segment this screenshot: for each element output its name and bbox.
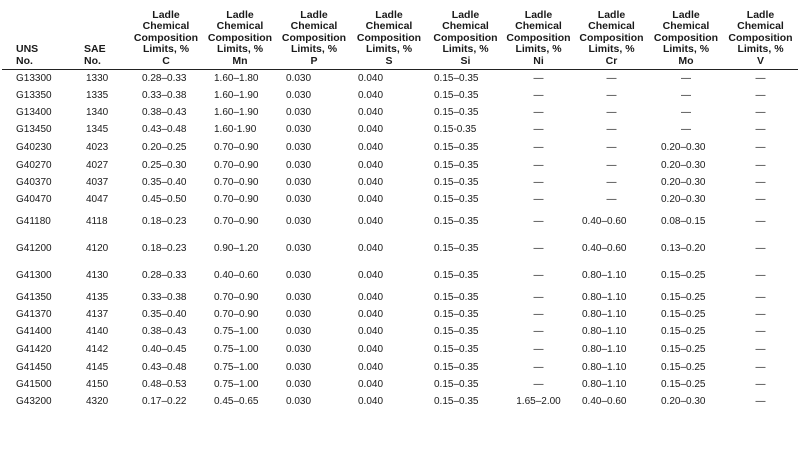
header-p: Ladle Chemical Composition Limits, % P xyxy=(278,3,350,70)
cell-ni: — xyxy=(533,142,544,153)
cell-v: — xyxy=(755,73,766,84)
cell-si: 0.15–0.35 xyxy=(434,142,479,153)
cell-si: 0.15–0.35 xyxy=(434,243,479,254)
cell-c: 0.28–0.33 xyxy=(142,73,187,84)
cell-uns: G41450 xyxy=(16,362,52,373)
cell-sae: 4027 xyxy=(86,160,109,171)
table-row xyxy=(2,289,798,306)
cell-p: 0.030 xyxy=(286,396,312,407)
cell-cr: 0.80–1.10 xyxy=(582,344,627,355)
cell-c: 0.18–0.23 xyxy=(142,216,187,227)
cell-si: 0.15–0.35 xyxy=(434,216,479,227)
cell-sae: 4137 xyxy=(86,309,109,320)
cell-p: 0.030 xyxy=(286,194,312,205)
cell-p: 0.030 xyxy=(286,124,312,135)
cell-v: — xyxy=(755,396,766,407)
cell-s: 0.040 xyxy=(358,160,384,171)
table-row xyxy=(2,87,798,104)
cell-cr: 0.80–1.10 xyxy=(582,270,627,281)
cell-ni: 1.65–2.00 xyxy=(516,396,561,407)
cell-si: 0.15–0.35 xyxy=(434,379,479,390)
cell-mo: — xyxy=(681,124,691,135)
cell-si: 0.15–0.35 xyxy=(434,160,479,171)
header-v: Ladle Chemical Composition Limits, % V xyxy=(723,3,798,70)
cell-ni: — xyxy=(533,326,544,337)
cell-ni: — xyxy=(533,160,544,171)
cell-si: 0.15–0.35 xyxy=(434,362,479,373)
cell-uns: G13350 xyxy=(16,90,52,101)
cell-mo: 0.15–0.25 xyxy=(661,309,706,320)
cell-mo: — xyxy=(681,73,691,84)
table-row xyxy=(2,104,798,121)
cell-cr: — xyxy=(606,90,617,101)
cell-p: 0.030 xyxy=(286,216,312,227)
table-row xyxy=(2,359,798,376)
cell-ni: — xyxy=(533,243,544,254)
cell-ni: — xyxy=(533,194,544,205)
cell-p: 0.030 xyxy=(286,344,312,355)
cell-ni: — xyxy=(533,177,544,188)
cell-mo: 0.20–0.30 xyxy=(661,177,706,188)
cell-cr: — xyxy=(606,73,617,84)
cell-s: 0.040 xyxy=(358,142,384,153)
cell-uns: G13400 xyxy=(16,107,52,118)
cell-mn: 1.60–1.90 xyxy=(214,107,259,118)
cell-s: 0.040 xyxy=(358,73,384,84)
cell-sae: 4130 xyxy=(86,270,109,281)
cell-sae: 4145 xyxy=(86,362,109,373)
cell-v: — xyxy=(755,90,766,101)
cell-si: 0.15-0.35 xyxy=(434,124,477,135)
cell-ni: — xyxy=(533,270,544,281)
cell-mn: 1.60–1.90 xyxy=(214,90,259,101)
cell-p: 0.030 xyxy=(286,362,312,373)
cell-si: 0.15–0.35 xyxy=(434,270,479,281)
cell-sae: 4150 xyxy=(86,379,109,390)
cell-p: 0.030 xyxy=(286,270,312,281)
cell-cr: — xyxy=(606,124,617,135)
cell-v: — xyxy=(755,270,766,281)
cell-uns: G41300 xyxy=(16,270,52,281)
cell-sae: 1330 xyxy=(86,73,109,84)
cell-s: 0.040 xyxy=(358,326,384,337)
cell-uns: G40270 xyxy=(16,160,52,171)
cell-s: 0.040 xyxy=(358,107,384,118)
cell-ni: — xyxy=(533,292,544,303)
cell-uns: G40370 xyxy=(16,177,52,188)
cell-mn: 0.70–0.90 xyxy=(214,292,259,303)
cell-s: 0.040 xyxy=(358,344,384,355)
table-row xyxy=(2,121,798,138)
cell-s: 0.040 xyxy=(358,216,384,227)
cell-c: 0.25–0.30 xyxy=(142,160,187,171)
header-mn: Ladle Chemical Composition Limits, % Mn xyxy=(202,3,278,70)
cell-si: 0.15–0.35 xyxy=(434,177,479,188)
cell-v: — xyxy=(755,160,766,171)
table-row xyxy=(2,191,798,208)
cell-mn: 0.70–0.90 xyxy=(214,160,259,171)
cell-p: 0.030 xyxy=(286,90,312,101)
cell-v: — xyxy=(755,142,766,153)
cell-c: 0.43–0.48 xyxy=(142,362,187,373)
header-sae: SAE No. xyxy=(80,3,130,70)
cell-v: — xyxy=(755,107,766,118)
cell-si: 0.15–0.35 xyxy=(434,194,479,205)
cell-ni: — xyxy=(533,73,544,84)
cell-si: 0.15–0.35 xyxy=(434,396,479,407)
cell-si: 0.15–0.35 xyxy=(434,326,479,337)
cell-mn: 1.60-1.90 xyxy=(214,124,257,135)
cell-s: 0.040 xyxy=(358,270,384,281)
table-row xyxy=(2,306,798,323)
steel-composition-table xyxy=(2,3,798,410)
cell-mn: 0.40–0.60 xyxy=(214,270,259,281)
cell-v: — xyxy=(755,362,766,373)
cell-s: 0.040 xyxy=(358,309,384,320)
table-row xyxy=(2,138,798,157)
cell-mn: 1.60–1.80 xyxy=(214,73,259,84)
cell-c: 0.35–0.40 xyxy=(142,309,187,320)
cell-uns: G40230 xyxy=(16,142,52,153)
cell-p: 0.030 xyxy=(286,142,312,153)
cell-p: 0.030 xyxy=(286,326,312,337)
cell-ni: — xyxy=(533,362,544,373)
cell-cr: 0.40–0.60 xyxy=(582,216,627,227)
cell-si: 0.15–0.35 xyxy=(434,344,479,355)
cell-c: 0.35–0.40 xyxy=(142,177,187,188)
cell-ni: — xyxy=(533,344,544,355)
cell-s: 0.040 xyxy=(358,194,384,205)
cell-v: — xyxy=(755,326,766,337)
cell-cr: — xyxy=(606,160,617,171)
cell-uns: G41420 xyxy=(16,344,52,355)
cell-mn: 0.75–1.00 xyxy=(214,326,259,337)
cell-cr: 0.80–1.10 xyxy=(582,362,627,373)
table-row xyxy=(2,340,798,359)
cell-s: 0.040 xyxy=(358,396,384,407)
cell-ni: — xyxy=(533,379,544,390)
cell-sae: 4047 xyxy=(86,194,109,205)
cell-mo: 0.15–0.25 xyxy=(661,362,706,373)
cell-mo: — xyxy=(681,90,691,101)
cell-mo: 0.20–0.30 xyxy=(661,396,706,407)
cell-si: 0.15–0.35 xyxy=(434,90,479,101)
cell-v: — xyxy=(755,177,766,188)
cell-v: — xyxy=(755,309,766,320)
cell-uns: G13300 xyxy=(16,73,52,84)
header-c: Ladle Chemical Composition Limits, % C xyxy=(130,3,202,70)
cell-c: 0.43–0.48 xyxy=(142,124,187,135)
cell-c: 0.38–0.43 xyxy=(142,326,187,337)
cell-sae: 4135 xyxy=(86,292,109,303)
cell-si: 0.15–0.35 xyxy=(434,73,479,84)
cell-sae: 1345 xyxy=(86,124,109,135)
table-row xyxy=(2,376,798,393)
cell-v: — xyxy=(755,194,766,205)
cell-sae: 4120 xyxy=(86,243,109,254)
cell-uns: G41370 xyxy=(16,309,52,320)
cell-v: — xyxy=(755,379,766,390)
cell-sae: 4023 xyxy=(86,142,109,153)
cell-uns: G41500 xyxy=(16,379,52,390)
cell-v: — xyxy=(755,124,766,135)
header-ni: Ladle Chemical Composition Limits, % Ni xyxy=(503,3,574,70)
cell-ni: — xyxy=(533,107,544,118)
cell-cr: — xyxy=(606,177,617,188)
cell-uns: G41350 xyxy=(16,292,52,303)
cell-s: 0.040 xyxy=(358,243,384,254)
cell-ni: — xyxy=(533,90,544,101)
table-row xyxy=(2,70,798,88)
cell-cr: 0.80–1.10 xyxy=(582,309,627,320)
table-row xyxy=(2,393,798,410)
cell-sae: 4142 xyxy=(86,344,109,355)
cell-uns: G41200 xyxy=(16,243,52,254)
cell-p: 0.030 xyxy=(286,73,312,84)
cell-cr: 0.80–1.10 xyxy=(582,292,627,303)
cell-c: 0.33–0.38 xyxy=(142,292,187,303)
cell-v: — xyxy=(755,292,766,303)
cell-p: 0.030 xyxy=(286,107,312,118)
table-row xyxy=(2,174,798,191)
cell-mn: 0.45–0.65 xyxy=(214,396,259,407)
cell-si: 0.15–0.35 xyxy=(434,309,479,320)
cell-p: 0.030 xyxy=(286,177,312,188)
cell-s: 0.040 xyxy=(358,379,384,390)
cell-cr: — xyxy=(606,107,617,118)
header-mo: Ladle Chemical Composition Limits, % Mo xyxy=(649,3,723,70)
cell-p: 0.030 xyxy=(286,379,312,390)
cell-s: 0.040 xyxy=(358,90,384,101)
cell-c: 0.33–0.38 xyxy=(142,90,187,101)
header-s: Ladle Chemical Composition Limits, % S xyxy=(350,3,428,70)
cell-p: 0.030 xyxy=(286,309,312,320)
header-cr: Ladle Chemical Composition Limits, % Cr xyxy=(574,3,649,70)
cell-mn: 0.70–0.90 xyxy=(214,142,259,153)
cell-p: 0.030 xyxy=(286,243,312,254)
table-row xyxy=(2,235,798,262)
cell-mn: 0.75–1.00 xyxy=(214,362,259,373)
cell-p: 0.030 xyxy=(286,160,312,171)
cell-v: — xyxy=(755,216,766,227)
cell-s: 0.040 xyxy=(358,177,384,188)
cell-sae: 4037 xyxy=(86,177,109,188)
cell-cr: — xyxy=(606,142,617,153)
cell-uns: G41400 xyxy=(16,326,52,337)
header-row xyxy=(2,3,798,70)
cell-v: — xyxy=(755,243,766,254)
cell-mo: 0.15–0.25 xyxy=(661,344,706,355)
cell-cr: 0.40–0.60 xyxy=(582,396,627,407)
header-uns: UNS No. xyxy=(2,3,80,70)
cell-sae: 4118 xyxy=(86,216,108,227)
cell-mn: 0.70–0.90 xyxy=(214,177,259,188)
cell-mn: 0.75–1.00 xyxy=(214,379,259,390)
cell-cr: 0.40–0.60 xyxy=(582,243,627,254)
cell-c: 0.28–0.33 xyxy=(142,270,187,281)
cell-s: 0.040 xyxy=(358,292,384,303)
cell-c: 0.40–0.45 xyxy=(142,344,187,355)
cell-sae: 1340 xyxy=(86,107,109,118)
cell-si: 0.15–0.35 xyxy=(434,292,479,303)
cell-si: 0.15–0.35 xyxy=(434,107,479,118)
cell-p: 0.030 xyxy=(286,292,312,303)
cell-mn: 0.75–1.00 xyxy=(214,344,259,355)
cell-uns: G41180 xyxy=(16,216,51,227)
cell-mo: 0.13–0.20 xyxy=(661,243,706,254)
cell-c: 0.17–0.22 xyxy=(142,396,187,407)
cell-v: — xyxy=(755,344,766,355)
cell-ni: — xyxy=(533,124,544,135)
cell-cr: 0.80–1.10 xyxy=(582,326,627,337)
cell-c: 0.18–0.23 xyxy=(142,243,187,254)
header-si: Ladle Chemical Composition Limits, % Si xyxy=(428,3,503,70)
cell-mn: 0.70–0.90 xyxy=(214,194,259,205)
cell-sae: 1335 xyxy=(86,90,109,101)
cell-sae: 4140 xyxy=(86,326,109,337)
cell-uns: G43200 xyxy=(16,396,52,407)
cell-c: 0.48–0.53 xyxy=(142,379,187,390)
cell-s: 0.040 xyxy=(358,124,384,135)
cell-mo: 0.15–0.25 xyxy=(661,379,706,390)
cell-c: 0.20–0.25 xyxy=(142,142,187,153)
table-row xyxy=(2,323,798,340)
cell-uns: G13450 xyxy=(16,124,52,135)
table-row xyxy=(2,262,798,289)
cell-sae: 4320 xyxy=(86,396,109,407)
cell-ni: — xyxy=(533,309,544,320)
cell-mo: 0.20–0.30 xyxy=(661,194,706,205)
cell-c: 0.38–0.43 xyxy=(142,107,187,118)
cell-mo: 0.20–0.30 xyxy=(661,160,706,171)
cell-mo: 0.15–0.25 xyxy=(661,326,706,337)
cell-mn: 0.90–1.20 xyxy=(214,243,259,254)
table-row xyxy=(2,157,798,174)
cell-cr: 0.80–1.10 xyxy=(582,379,627,390)
cell-uns: G40470 xyxy=(16,194,52,205)
cell-mo: 0.08–0.15 xyxy=(661,216,706,227)
cell-mn: 0.70–0.90 xyxy=(214,216,259,227)
cell-s: 0.040 xyxy=(358,362,384,373)
cell-mo: 0.20–0.30 xyxy=(661,142,706,153)
table-row xyxy=(2,208,798,235)
cell-cr: — xyxy=(606,194,617,205)
cell-ni: — xyxy=(533,216,544,227)
cell-mo: 0.15–0.25 xyxy=(661,270,706,281)
cell-c: 0.45–0.50 xyxy=(142,194,187,205)
cell-mo: — xyxy=(681,107,691,118)
cell-mo: 0.15–0.25 xyxy=(661,292,706,303)
cell-mn: 0.70–0.90 xyxy=(214,309,259,320)
